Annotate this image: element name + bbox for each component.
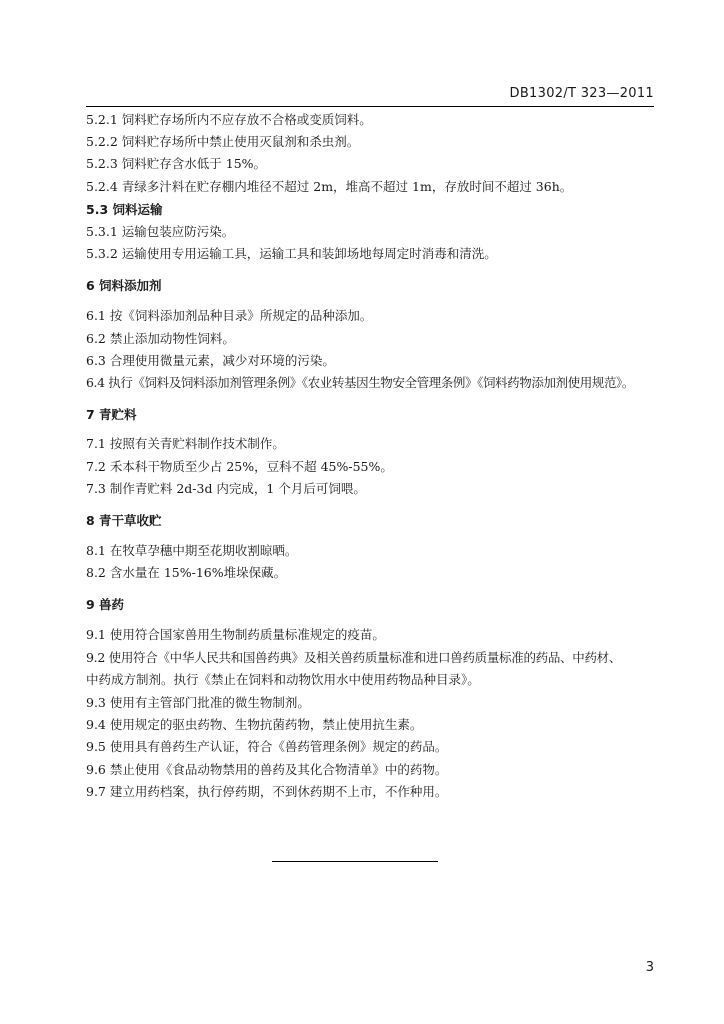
clause-6-3: 6.3 合理使用微量元素，减少对环境的污染。 [86,353,335,368]
clause-6-4: 6.4 执行《饲料及饲料添加剂管理条例》《农业转基因生物安全管理条例》《饲料药物添加剂使用规范》。 [86,375,635,390]
clause-9-1: 9.1 使用符合国家兽用生物制药质量标准规定的疫苗。 [86,627,385,642]
clause-5-2-2: 5.2.2 饲料贮存场所中禁止使用灭鼠剂和杀虫剂。 [86,134,360,149]
clause-7-1: 7.1 按照有关青贮料制作技术制作。 [86,436,285,451]
header-rule [86,106,654,107]
clause-9-4: 9.4 使用规定的驱虫药物、生物抗菌药物，禁止使用抗生素。 [86,717,423,732]
clause-5-3-1: 5.3.1 运输包装应防污染。 [86,224,235,239]
clause-5-2-3: 5.2.3 饲料贮存含水低于 15%。 [86,156,267,171]
clause-9-5: 9.5 使用具有兽药生产认证，符合《兽药管理条例》规定的药品。 [86,739,448,754]
section-heading-5-3: 5.3 饲料运输 [86,202,163,217]
section-heading-9: 9 兽药 [86,597,125,612]
clause-9-6: 9.6 禁止使用《食品动物禁用的兽药及其化合物清单》中的药物。 [86,762,448,777]
clause-6-2: 6.2 禁止添加动物性饲料。 [86,331,235,346]
clause-9-2: 9.2 使用符合《中华人民共和国兽药典》及相关兽药质量标准和进口兽药质量标准的药品、中药材、 [86,650,622,665]
clause-8-1: 8.1 在牧草孕穗中期至花期收割晾晒。 [86,543,298,558]
page-number: 3 [645,960,654,975]
end-of-text-rule [272,861,438,862]
clause-5-2-1: 5.2.1 饲料贮存场所内不应存放不合格或变质饲料。 [86,112,372,127]
clause-7-3: 7.3 制作青贮料 2d-3d 内完成，1 个月后可饲喂。 [86,481,366,496]
clause-5-3-2: 5.3.2 运输使用专用运输工具，运输工具和装卸场地每周定时消毒和清洗。 [86,246,497,261]
clause-9-3: 9.3 使用有主管部门批准的微生物制剂。 [86,695,310,710]
section-heading-7: 7 青贮料 [86,407,137,422]
clause-8-2: 8.2 含水量在 15%-16%堆垛保藏。 [86,565,287,580]
clause-6-1: 6.1 按《饲料添加剂品种目录》所规定的品种添加。 [86,308,373,323]
section-heading-6: 6 饲料添加剂 [86,278,162,293]
clause-9-7: 9.7 建立用药档案，执行停药期，不到休药期不上市，不作种用。 [86,784,448,799]
document-code: DB1302/T 323—2011 [509,86,654,101]
clause-7-2: 7.2 禾本科干物质至少占 25%，豆科不超 45%-55%。 [86,459,393,474]
section-heading-8: 8 青干草收贮 [86,513,162,528]
clause-5-2-4: 5.2.4 青绿多汁料在贮存棚内堆径不超过 2m，堆高不超过 1m，存放时间不超过 36h。 [86,179,573,194]
clause-9-2-continued: 中药成方制剂。执行《禁止在饲料和动物饮用水中使用药物品种目录》。 [86,672,480,687]
